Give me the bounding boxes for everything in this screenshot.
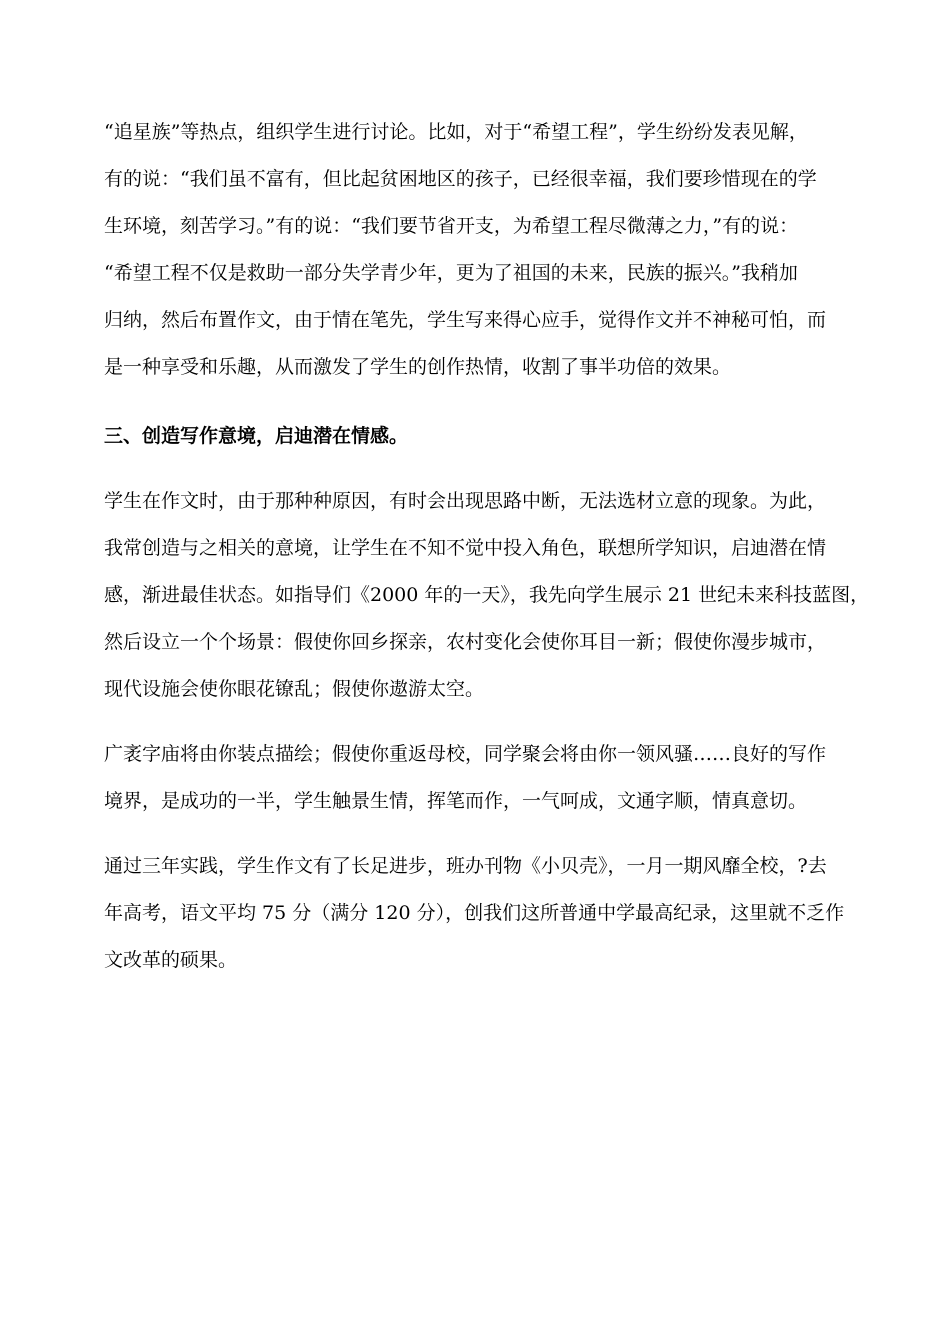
text-line: 年高考，语文平均 75 分（满分 120 分），创我们这所普通中学最高纪录，这里就不乏作	[104, 902, 845, 924]
section-heading: 三、创造写作意境，启迪潜在情感。	[104, 425, 409, 447]
text-line: 归纳，然后布置作文，由于情在笔先，学生写来得心应手，觉得作文并不神秘可怕，而	[104, 309, 827, 331]
text-line: 通过三年实践，学生作文有了长足进步，班办刊物《小贝壳》，一月一期风靡全校，?去	[104, 855, 827, 877]
text-line: “追星族”等热点，组织学生进行讨论。比如，对于“希望工程”，学生纷纷发表见解，	[104, 121, 808, 143]
text-line: 然后设立一个个场景：假使你回乡探亲，农村变化会使你耳目一新；假使你漫步城市，	[104, 631, 827, 653]
text-line: 有的说：“我们虽不富有，但比起贫困地区的孩子，已经很幸福，我们要珍惜现在的学	[104, 168, 817, 190]
text-line: 广袤字庙将由你装点描绘；假使你重返母校，同学聚会将由你一领风骚……良好的写作	[104, 743, 827, 765]
text-line: 文改革的硕果。	[104, 949, 238, 971]
text-line: 是一种享受和乐趣，从而激发了学生的创作热情，收割了事半功倍的效果。	[104, 356, 732, 378]
text-line: 境界，是成功的一半，学生触景生情，挥笔而作，一气呵成，文通字顺，情真意切。	[104, 790, 808, 812]
text-line: 现代设施会使你眼花镣乱；假使你遨游太空。	[104, 678, 485, 700]
text-line: 生环境，刻苦学习。”有的说：“我们要节省开支，为希望工程尽微薄之力，”有的说：	[104, 215, 799, 237]
text-line: 感，渐进最佳状态。如指导们《2000 年的一天》，我先向学生展示 21 世纪未来科技蓝图，	[104, 584, 870, 606]
text-line: 学生在作文时，由于那种种原因，有时会出现思路中断，无法选材立意的现象。为此，	[104, 490, 827, 512]
text-line: “希望工程不仅是救助一部分失学青少年，更为了祖国的未来，民族的振兴。”我稍加	[104, 262, 798, 284]
text-line: 我常创造与之相关的意境，让学生在不知不觉中投入角色，联想所学知识，启迪潜在情	[104, 537, 827, 559]
